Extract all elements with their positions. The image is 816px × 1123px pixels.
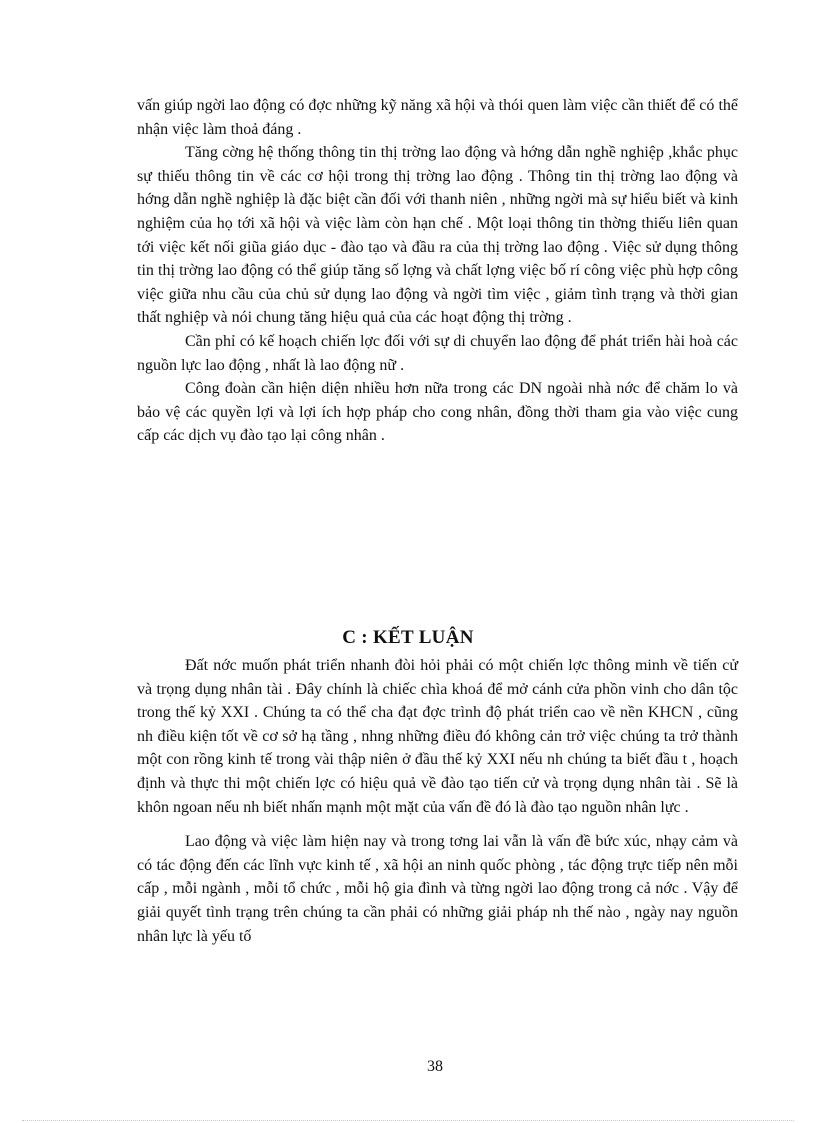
section-1-body — [137, 94, 738, 448]
conclusion-body — [137, 654, 738, 948]
page-number: 38 — [427, 1058, 443, 1075]
conclusion-heading: C : KẾT LUẬN — [342, 627, 474, 648]
paragraph-labor-market-info: Tăng cờng hệ thống thông tin thị trờng lao động và hớng dẫn nghề nghiệp ,khắc phục sự thiếu thông tin về các cơ hội trong thị trờng lao động . Thông tin thị trờng lao động và hớng dẫn nghề nghiệp là đặc biệt cần đối với thanh niên , những ngời mà sự hiểu biết và kinh nghiệm của họ tới xã hội và việc làm còn hạn chế . Một loại thông tin thờng thiếu liên quan tới việc kết nối giũa giáo dục - đào tạo và đầu ra của thị trờng lao động . Việc sử dụng thông tin thị trờng lao động có thể giúp tăng số lợng và chất lợng việc bố rí công việc phù hợp công việc giữa nhu cầu của chủ sử dụng lao động và ngời tìm việc , giảm tình trạng và thời gian thất nghiệp và nói chung tăng hiệu quả của các hoạt động thị trờng . — [137, 144, 738, 327]
paragraph-talent-strategy: Đất nớc muốn phát triển nhanh đòi hỏi phải có một chiến lợc thông minh về tiến cử và trọng dụng nhân tài . Đây chính là chiếc chìa khoá để mở cánh cửa phồn vinh cho dân tộc trong thế kỷ XXI . Chúng ta có thể cha đạt đợc trình độ phát triển cao về nền KHCN , cũng nh điều kiện tốt về cơ sở hạ tầng , nhng những điều đó không cản trở việc chúng ta trở thành một con rồng kinh tế trong vài thập niên ở đầu thế kỷ XXI nếu nh chúng ta biết đầu t , hoạch định và thực thi một chiến lợc có hiệu quả về đào tạo tiến cử và trọng dụng nhân tài . Sẽ là khôn ngoan nếu nh biết nhấn mạnh một mặt của vấn đề đó là đào tạo nguồn nhân lực . — [137, 657, 738, 816]
paragraph-continuation: vấn giúp ngời lao động có đợc những kỹ năng xã hội và thói quen làm việc cần thiết để có thể nhận việc làm thoả đáng . — [137, 97, 738, 138]
paragraph-migration-strategy: Cần phỉ có kế hoạch chiến lợc đối với sự di chuyển lao động để phát triển hài hoà các nguồn lực lao động , nhất là lao động nữ . — [137, 332, 738, 374]
page-bottom-divider — [22, 1120, 794, 1121]
paragraph-trade-union: Công đoàn cần hiện diện nhiều hơn nữa trong các DN ngoài nhà nớc để chăm lo và bảo vệ các quyền lợi và lợi ích hợp pháp cho cong nhân, đồng thời tham gia vào việc cung cấp các dịch vụ đào tạo lại công nhân . — [137, 380, 738, 445]
paragraph-labor-employment: Lao động và việc làm hiện nay và trong tơng lai vẫn là vấn đề bức xúc, nhạy cảm và có tác động đến các lĩnh vực kinh tế , xã hội an ninh quốc phòng , tác động trực tiếp nên mỗi cấp , mỗi ngành , mỗi tổ chức , mỗi hộ gia đình và từng ngời lao động trong cả nớc . Vậy để giải quyết tình trạng trên chúng ta cần phải có những giải pháp nh thế nào , ngày nay nguồn nhân lực là yếu tố — [137, 833, 738, 945]
